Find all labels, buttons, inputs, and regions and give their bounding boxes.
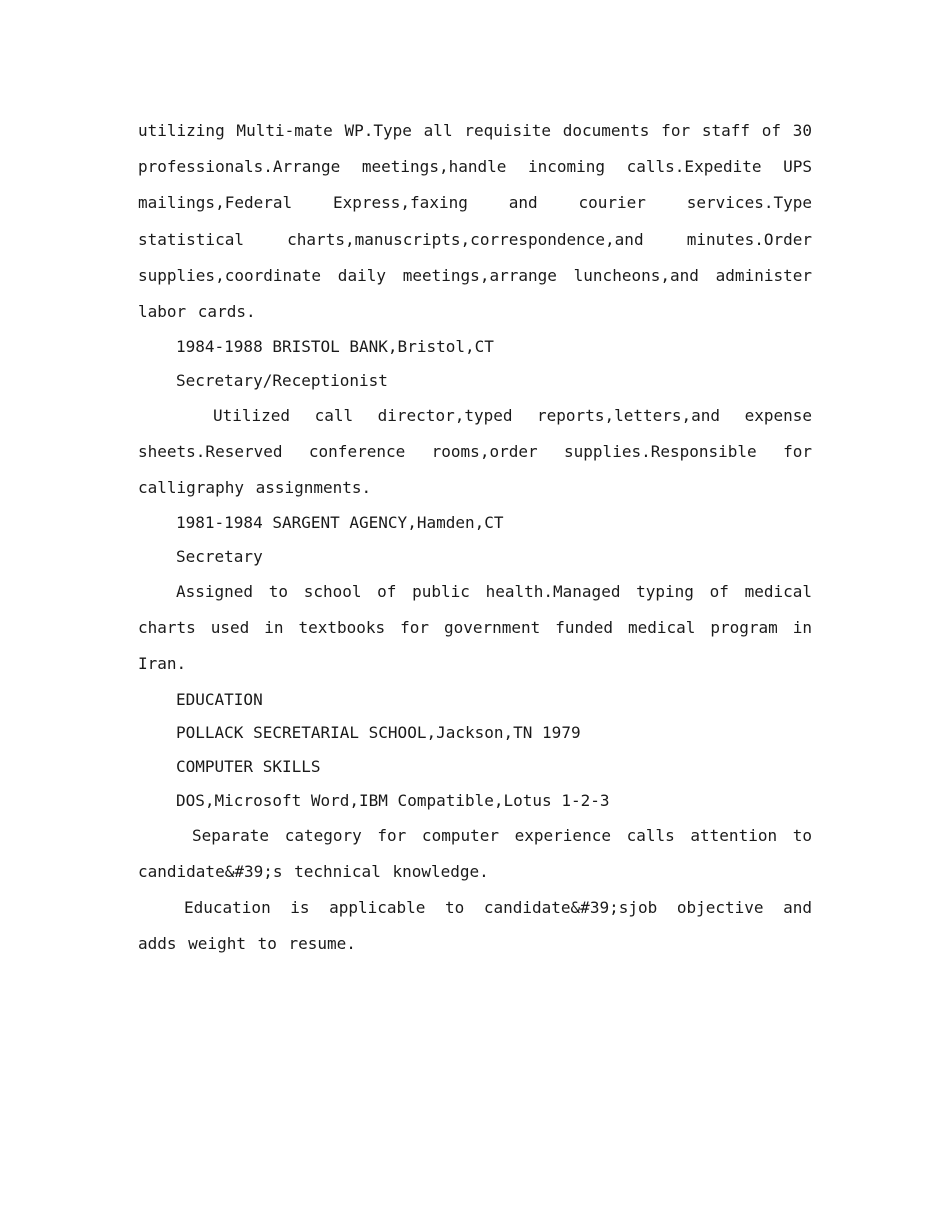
job2-header: 1984-1988 BRISTOL BANK,Bristol,CT xyxy=(176,337,494,357)
education-entry: POLLACK SECRETARIAL SCHOOL,Jackson,TN 1979 xyxy=(176,723,581,743)
job3-title: Secretary xyxy=(176,547,263,567)
document-page xyxy=(138,113,812,963)
skills-entry: DOS,Microsoft Word,IBM Compatible,Lotus 1-2-3 xyxy=(176,791,610,811)
education-note: Education is applicable to candidate&#39;sjob objective and adds weight to resume. xyxy=(138,898,812,954)
education-heading: EDUCATION xyxy=(176,689,263,709)
job1-description: utilizing Multi-mate WP.Type all requisite documents for staff of 30 professionals.Arrange meetings,handle incoming calls.Expedite UPS mailings,Federal Express,faxing and courier services.Type statistical charts,manuscripts,correspondence,and minutes.Order supplies,coordinate daily meetings,arrange luncheons,and administer labor cards. xyxy=(138,121,812,322)
skills-note: Separate category for computer experience calls attention to candidate&#39;s technical knowledge. xyxy=(138,825,812,882)
job2-description: Utilized call director,typed reports,letters,and expense sheets.Reserved conference rooms,order supplies.Responsible for calligraphy assignments. xyxy=(138,405,812,498)
job2-title: Secretary/Receptionist xyxy=(176,371,388,391)
job3-description: Assigned to school of public health.Managed typing of medical charts used in textbooks for government funded medical program in Iran. xyxy=(138,582,812,674)
job3-header: 1981-1984 SARGENT AGENCY,Hamden,CT xyxy=(176,513,504,533)
skills-heading: COMPUTER SKILLS xyxy=(176,757,321,777)
